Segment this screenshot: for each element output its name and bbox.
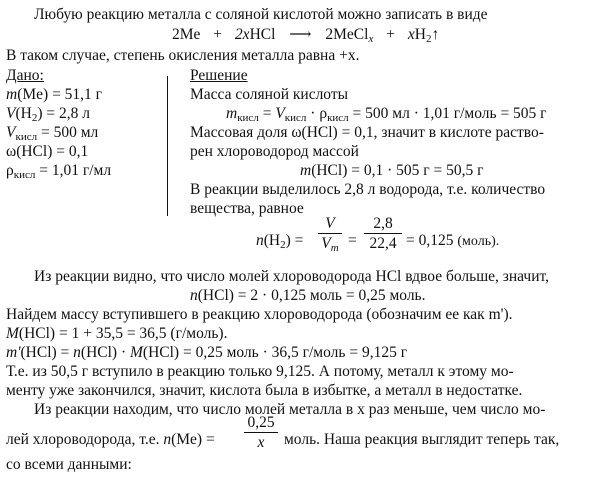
equation-rhs-a-sub: x [368, 33, 374, 45]
paragraph-4-line-1: Из реакции находим, что число молей металла в x раз меньше, чем число мо- [34, 401, 546, 418]
paragraph-text: (HCl) = [20, 344, 74, 361]
paragraph-3-line-2: менту уже закончился, значит, кислота была в избытке, а металл в недостатке. [6, 382, 523, 399]
given-divider [167, 76, 168, 216]
equation-hcl: HCl [249, 26, 276, 43]
given-item-volume-h2 [6, 105, 90, 123]
given-item-density [6, 162, 111, 180]
symbol-m: M [6, 325, 19, 342]
paragraph-text: (HCl) = 2 · 0,125 моль = 0,25 моль. [197, 287, 426, 304]
fraction-bar [244, 432, 278, 433]
given-symbol-omega: ω [6, 143, 17, 160]
paragraph-2-line-1: Найдем массу вступившего в реакцию хлороводорода (обозначим ее как m'). [6, 306, 513, 323]
formula-text: ) = [285, 232, 304, 249]
given-item-omega [6, 143, 88, 161]
intro-line-3: В таком случае, степень окисления металла равна +x. [6, 47, 360, 64]
given-sub: кисл [15, 131, 38, 143]
formula-text: (H [263, 232, 281, 249]
formula-sub: 2 [280, 239, 286, 251]
solution-line-7: вещества, равное [190, 200, 304, 217]
intro-line-1: Любую реакцию металла с соляной кислотой можно записать в виде [34, 6, 488, 23]
solution-symbol: m [300, 162, 312, 179]
formula-equals: = [348, 232, 357, 249]
fraction-bar [364, 233, 402, 234]
fraction-denominator: 22,4 [369, 235, 397, 252]
paragraph-text: лей хлороводорода, т.е. [6, 431, 164, 448]
symbol-m-prime: m' [6, 344, 21, 361]
given-value-tail: ) = 2,8 л [37, 105, 90, 122]
paragraph-text: (HCl) = 1 + 35,5 = 36,5 (г/моль). [18, 325, 228, 342]
solution-symbol: V [275, 105, 285, 122]
solution-text: (HCl) = 0,1 · 505 г = 50,5 г [311, 162, 484, 179]
solution-text: = [258, 105, 276, 122]
equation-h-sub: 2 [425, 33, 432, 45]
given-value: (HCl) = 0,1 [16, 143, 89, 160]
given-value-tail: = 500 мл [37, 124, 99, 141]
symbol-n: n [73, 344, 81, 361]
equation-plus-2: + [386, 26, 395, 43]
paragraph-text: (Me) = [171, 431, 215, 448]
paragraph-3-line-1: Т.е. из 50,5 г вступило в реакцию только 9,125. А потому, металл к этому мо- [6, 363, 514, 380]
paragraph-5: со всеми данными: [6, 456, 132, 473]
formula-n-h2 [256, 232, 303, 250]
formula-result-value: = 0,125 [406, 232, 454, 249]
given-value: (H [15, 105, 32, 122]
equation-coef-x: x [407, 26, 415, 43]
given-value: (Me) = 51,1 г [17, 86, 103, 103]
solution-symbol: m [226, 105, 238, 122]
symbol-m: M [130, 344, 143, 361]
formula-symbol-n: n [256, 232, 264, 249]
given-symbol-v: V [6, 105, 16, 122]
fraction-denominator [318, 235, 342, 252]
solution-line-5 [300, 162, 483, 180]
fraction-denominator: x [257, 434, 265, 451]
equation-up-arrow: ↑ [431, 26, 440, 43]
given-item-volume-acid [6, 124, 98, 142]
equation-arrow: ⟶ [289, 26, 312, 43]
given-symbol-rho: ρ [6, 162, 14, 179]
solution-text: · [306, 105, 320, 122]
fraction-numerator: 2,8 [373, 215, 393, 232]
given-value-tail: = 1,01 г/мл [35, 162, 112, 179]
given-sub: кисл [13, 169, 36, 181]
fraction-den-sub: m [330, 242, 339, 254]
reaction-equation [172, 26, 439, 44]
paragraph-2-line-3 [6, 344, 407, 362]
paragraph-1-line-2 [190, 287, 426, 305]
symbol-n: n [163, 431, 172, 448]
fraction-0-25-over-x [244, 414, 278, 451]
paragraph-text: (HCl) = 0,25 моль · 36,5 г/моль = 9,125 г [142, 344, 408, 361]
fraction-den-symbol: V [321, 235, 331, 252]
formula-result [406, 232, 499, 251]
solution-line-6: В реакции выделилось 2,8 л водорода, т.е. количество [190, 181, 546, 198]
given-sub: 2 [31, 112, 38, 124]
solution-header: Решение [190, 67, 248, 84]
solution-line-2 [226, 105, 547, 123]
equation-lhs-a: 2Me [172, 26, 201, 43]
paragraph-2-line-2 [6, 325, 227, 343]
given-item-mass [6, 86, 102, 104]
paragraph-4-line-2 [6, 431, 215, 449]
solution-sub: кисл [284, 112, 307, 124]
equation-plus-1: + [213, 26, 223, 43]
equation-rhs-a: 2MeCl [325, 26, 369, 43]
paragraph-1-line-1: Из реакции видно, что число молей хлороводорода HCl вдвое больше, значит, [34, 268, 550, 285]
symbol-n: n [190, 287, 198, 304]
solution-line-3: Массовая доля ω(HCl) = 0,1, значит в кислоте раство- [190, 124, 544, 141]
given-symbol-m: m [6, 86, 18, 103]
equation-coef-2x: 2x [234, 26, 250, 43]
solution-line-4: рен хлороводород массой [190, 143, 359, 160]
paragraph-text: (HCl) · [80, 344, 130, 361]
fraction-numerator: V [325, 215, 335, 232]
solution-sub: кисл [237, 112, 259, 124]
solution-sub: кисл [327, 112, 349, 124]
solution-symbol: ρ [319, 105, 328, 122]
given-symbol-v: V [6, 124, 16, 141]
fraction-2-8-over-22-4 [364, 215, 402, 252]
solution-line-1: Масса соляной кислоты [190, 86, 349, 103]
fraction-bar [318, 233, 342, 234]
given-header: Дано: [6, 67, 44, 84]
solution-text: = 500 мл · 1,01 г/моль = 505 г [348, 105, 547, 122]
equation-h: H [414, 26, 426, 43]
paragraph-4-line-2-tail: моль. Наша реакция выглядит теперь так, [284, 431, 560, 448]
formula-result-unit: (моль). [457, 234, 500, 249]
fraction-numerator: 0,25 [247, 414, 275, 431]
fraction-v-over-vm [318, 215, 342, 252]
